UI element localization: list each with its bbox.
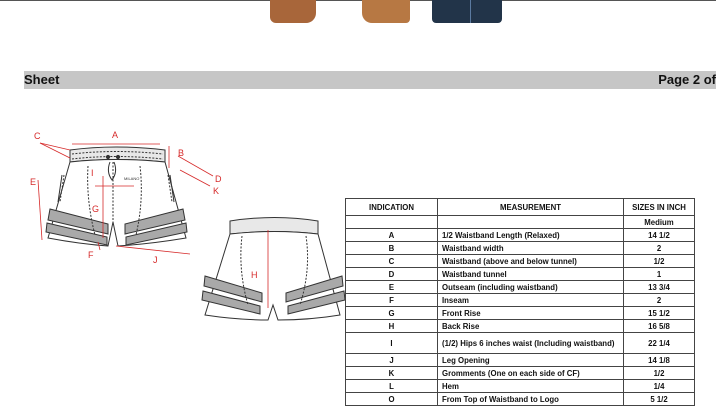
header-measurement: MEASUREMENT bbox=[438, 199, 624, 216]
label-e: E bbox=[30, 177, 37, 187]
size-cell: 16 5/8 bbox=[624, 320, 695, 333]
header-indication: INDICATION bbox=[346, 199, 438, 216]
table-row bbox=[346, 229, 695, 242]
measurement-cell: 1/2 Waistband Length (Relaxed) bbox=[438, 229, 624, 242]
indication-cell: J bbox=[346, 354, 438, 367]
jeans-photo bbox=[432, 0, 502, 23]
size-label: Medium bbox=[624, 216, 695, 229]
indication-cell: B bbox=[346, 242, 438, 255]
table-row bbox=[346, 367, 695, 380]
label-b: B bbox=[178, 148, 185, 158]
page-number: Page 2 of bbox=[658, 72, 716, 87]
size-cell: 14 1/8 bbox=[624, 354, 695, 367]
indication-cell: K bbox=[346, 367, 438, 380]
size-cell: 2 bbox=[624, 242, 695, 255]
size-cell: 15 1/2 bbox=[624, 307, 695, 320]
size-cell: 1/2 bbox=[624, 367, 695, 380]
size-cell: 2 bbox=[624, 294, 695, 307]
indication-cell: E bbox=[346, 281, 438, 294]
table-row bbox=[346, 242, 695, 255]
model-leg-photo bbox=[362, 0, 410, 23]
empty-cell bbox=[346, 216, 438, 229]
model-photo-strip bbox=[0, 0, 716, 24]
measurement-cell: Gromments (One on each side of CF) bbox=[438, 367, 624, 380]
label-i: I bbox=[91, 168, 94, 178]
sheet-title: Sheet bbox=[24, 72, 60, 87]
table-row bbox=[346, 307, 695, 320]
table-row bbox=[346, 294, 695, 307]
size-cell: 1/2 bbox=[624, 255, 695, 268]
label-g: G bbox=[92, 204, 100, 214]
label-c: C bbox=[34, 131, 41, 141]
label-k: K bbox=[213, 186, 220, 196]
table-row bbox=[346, 320, 695, 333]
table-row bbox=[346, 380, 695, 393]
label-a: A bbox=[112, 130, 119, 140]
measurement-cell: Outseam (including waistband) bbox=[438, 281, 624, 294]
jeans-seam bbox=[470, 0, 471, 23]
measurement-cell: Waistband tunnel bbox=[438, 268, 624, 281]
indication-cell: I bbox=[346, 333, 438, 354]
measurement-cell: Waistband width bbox=[438, 242, 624, 255]
table-row bbox=[346, 281, 695, 294]
model-leg-photo bbox=[270, 0, 316, 23]
measurement-cell: Leg Opening bbox=[438, 354, 624, 367]
label-f: F bbox=[88, 250, 94, 260]
size-cell: 22 1/4 bbox=[624, 333, 695, 354]
table-row bbox=[346, 393, 695, 406]
table-row bbox=[346, 333, 695, 354]
measurement-cell: Front Rise bbox=[438, 307, 624, 320]
back-shorts-drawing bbox=[202, 218, 345, 321]
measurement-cell: Waistband (above and below tunnel) bbox=[438, 255, 624, 268]
size-cell: 13 3/4 bbox=[624, 281, 695, 294]
indication-cell: D bbox=[346, 268, 438, 281]
indication-cell: G bbox=[346, 307, 438, 320]
front-shorts-drawing bbox=[46, 147, 187, 246]
table-size-row bbox=[346, 216, 695, 229]
table-row bbox=[346, 268, 695, 281]
size-cell: 14 1/2 bbox=[624, 229, 695, 242]
label-j: J bbox=[153, 255, 158, 265]
sheet-header-bar bbox=[24, 71, 716, 89]
indication-cell: F bbox=[346, 294, 438, 307]
indication-cell: O bbox=[346, 393, 438, 406]
empty-cell bbox=[438, 216, 624, 229]
indication-cell: L bbox=[346, 380, 438, 393]
measurement-table bbox=[345, 198, 695, 406]
measurement-cell: Inseam bbox=[438, 294, 624, 307]
label-h: H bbox=[251, 270, 258, 280]
measurement-cell: Hem bbox=[438, 380, 624, 393]
shorts-technical-drawing bbox=[0, 110, 350, 330]
top-divider bbox=[0, 0, 716, 1]
table-row bbox=[346, 255, 695, 268]
label-d: D bbox=[215, 174, 222, 184]
size-cell: 1/4 bbox=[624, 380, 695, 393]
measurement-cell: (1/2) Hips 6 inches waist (Including waistband) bbox=[438, 333, 624, 354]
indication-cell: A bbox=[346, 229, 438, 242]
measurement-cell: From Top of Waistband to Logo bbox=[438, 393, 624, 406]
table-header-row bbox=[346, 199, 695, 216]
measurement-cell: Back Rise bbox=[438, 320, 624, 333]
table-row bbox=[346, 354, 695, 367]
indication-cell: C bbox=[346, 255, 438, 268]
size-cell: 1 bbox=[624, 268, 695, 281]
header-sizes: SIZES IN INCH bbox=[624, 199, 695, 216]
logo-text: MILANO bbox=[124, 176, 140, 181]
indication-cell: H bbox=[346, 320, 438, 333]
size-cell: 5 1/2 bbox=[624, 393, 695, 406]
